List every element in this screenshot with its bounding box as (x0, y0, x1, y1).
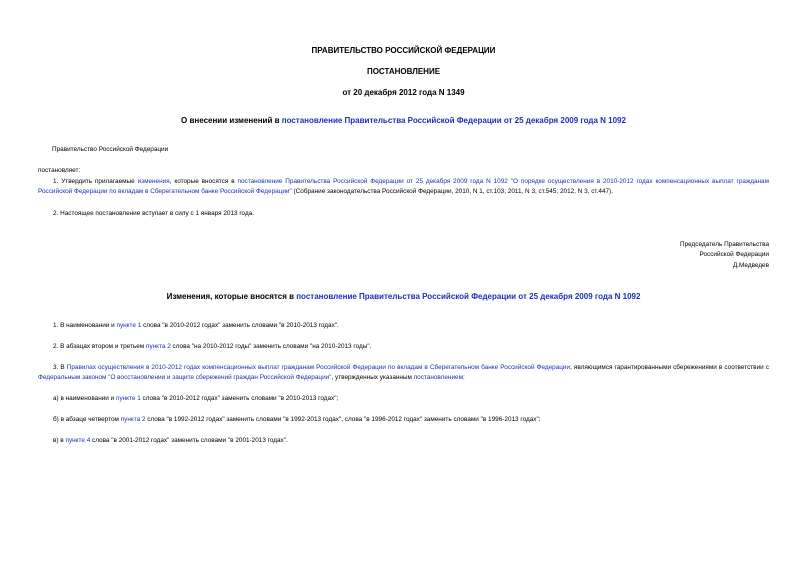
decree-1092-link[interactable]: постановление Правительства Российской Федерации от 25 декабря 2009 года N 1092 "О порядке осуществления в 2010-2012 годах компенсационных выплат гражданам Российской Федерации по вкладам в Сберегательном банке Российской Федерации" (38, 178, 769, 195)
change-3a: а) в наименовании и пункте 1 слова "в 2010-2012 годах" заменить словами "в 2010-2013 годах"; (53, 395, 339, 402)
changes-link[interactable]: изменения (137, 178, 170, 185)
org-heading: ПРАВИТЕЛЬСТВО РОССИЙСКОЙ ФЕДЕРАЦИИ (311, 46, 496, 55)
doc-title-prefix: О внесении изменений в (181, 116, 282, 125)
doc-type-heading: ПОСТАНОВЛЕНИЕ (366, 67, 441, 76)
changes-heading-link[interactable]: постановление Правительства Российской Федерации от 25 декабря 2009 года N 1092 (296, 292, 641, 301)
federal-law-link[interactable]: Федеральным законом "О восстановлении и защите сбережений граждан Российской Федерации" (38, 374, 332, 381)
decree-link[interactable]: постановлением (413, 374, 463, 381)
change-1: 1. В наименовании и пункте 1 слова "в 2010-2012 годах" заменить словами "в 2010-2013 годах". (53, 322, 339, 329)
paragraph-2: 2. Настоящее постановление вступает в силу с 1 января 2013 года. (53, 210, 255, 217)
change-3: 3. В Правилах осуществления в 2010-2012 годах компенсационных выплат гражданам Российской Федерации по вкладам в Сберегательном банке Российской Федерации, являющимся гарантированными сбережениями в соответствии с Федеральным законом "О восстановлении и защите сбережений граждан Российской Федерации", утвержденных указанным постановлением: (38, 364, 769, 381)
change-3c: в) в пункте 4 слова "в 2001-2012 годах" заменить словами "в 2001-2013 годах". (53, 437, 288, 444)
rules-point-1-link[interactable]: пункте 1 (115, 395, 141, 402)
rules-point-4-link[interactable]: пункте 4 (65, 437, 91, 444)
signature-line-2: Российской Федерации (699, 251, 769, 258)
changes-heading-prefix: Изменения, которые вносятся в (166, 292, 297, 301)
signature-line-1: Председатель Правительства (680, 241, 769, 248)
doc-title (0, 116, 807, 125)
change-2: 2. В абзацах втором и третьем пункта 2 слова "на 2010-2012 годы" заменить словами "на 2010-2013 годы". (53, 343, 372, 350)
doc-title-link[interactable]: постановление Правительства Российской Федерации от 25 декабря 2009 года N 1092 (281, 116, 626, 125)
signature-name: Д.Медведев (732, 262, 769, 269)
paragraph-1: 1. Утвердить прилагаемые изменения, которые вносятся в постановление Правительства Российской Федерации от 25 декабря 2009 года N 1092 "О порядке осуществления в 2010-2012 годах компенсационных выплат гражданам Российской Федерации по вкладам в Сберегательном банке Российской Федерации" (Собрание законодательства Российской Федерации, 2010, N 1, ст.103; 2011, N 3, ст.545; 2012, N 3, ст.447). (38, 178, 769, 195)
government-line: Правительство Российской Федерации (52, 146, 169, 153)
changes-heading (0, 292, 807, 301)
rules-link[interactable]: Правилах осуществления в 2010-2012 годах компенсационных выплат гражданам Российской Федерации по вкладам в Сберегательном банке Российской Федерации (66, 364, 571, 371)
rules-point-2-link[interactable]: пункта 2 (120, 416, 146, 423)
change-3b: б) в абзаце четвертом пункта 2 слова "в 1992-2012 годах" заменить словами "в 1992-2013 годах", слова "в 1996-2012 годах" заменить словами "в 1996-2013 годах"; (53, 416, 541, 423)
point-1-link[interactable]: пункте 1 (116, 322, 142, 329)
doc-date-heading: от 20 декабря 2012 года N 1349 (342, 88, 465, 97)
decrees-line: постановляет: (38, 167, 81, 174)
point-2-link[interactable]: пункта 2 (145, 343, 171, 350)
